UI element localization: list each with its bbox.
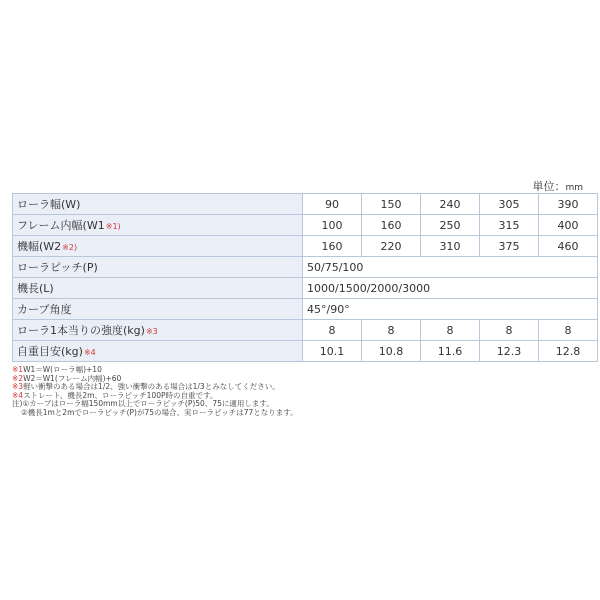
- row-label: カーブ角度: [13, 299, 303, 320]
- table-cell: 310: [421, 236, 480, 257]
- table-cell: 375: [480, 236, 539, 257]
- row-label: 自重目安(kg)※4: [13, 341, 303, 362]
- table-cell: 11.6: [421, 341, 480, 362]
- footnote-line: ※3軽い衝撃のある場合は1/2、強い衝撃のある場合は1/3とみなしてください。: [12, 382, 280, 392]
- row-label: フレーム内幅(W1※1): [13, 215, 303, 236]
- table-cell-span: 1000/1500/2000/3000: [303, 278, 598, 299]
- row-label: ローラ1本当りの強度(kg)※3: [13, 320, 303, 341]
- footnote-line: 注)①カーブはローラ幅150mm以上でローラピッチ(P)50、75に適用します。: [12, 399, 274, 409]
- table-cell: 315: [480, 215, 539, 236]
- table-cell: 90: [303, 194, 362, 215]
- table-cell: 8: [303, 320, 362, 341]
- footnotes: [12, 366, 298, 418]
- row-label: ローラピッチ(P): [13, 257, 303, 278]
- table-cell: 12.8: [539, 341, 598, 362]
- table-row: [13, 236, 598, 257]
- unit-value: mm: [565, 183, 583, 193]
- footnote-line: ※4ストレート、機長2m、ローラピッチ100P時の自重です。: [12, 390, 218, 400]
- table-row: [13, 194, 598, 215]
- table-cell: 150: [362, 194, 421, 215]
- footnote-line: ※1W1＝W(ローラ幅)+10: [12, 365, 102, 374]
- row-label: ローラ幅(W): [13, 194, 303, 215]
- table-row: [13, 299, 598, 320]
- table-cell: 100: [303, 215, 362, 236]
- table-cell: 10.1: [303, 341, 362, 362]
- table-cell: 8: [539, 320, 598, 341]
- table-cell: 250: [421, 215, 480, 236]
- table-row: [13, 320, 598, 341]
- unit-label: [532, 178, 583, 194]
- table-cell-span: 45°/90°: [303, 299, 598, 320]
- spec-table: [12, 193, 598, 362]
- table-cell: 8: [480, 320, 539, 341]
- table-row: [13, 215, 598, 236]
- table-cell: 220: [362, 236, 421, 257]
- table-cell-span: 50/75/100: [303, 257, 598, 278]
- unit-prefix: 単位：: [532, 180, 566, 193]
- table-cell: 400: [539, 215, 598, 236]
- table-cell: 12.3: [480, 341, 539, 362]
- table-cell: 390: [539, 194, 598, 215]
- table-cell: 8: [362, 320, 421, 341]
- table-row: [13, 257, 598, 278]
- table-cell: 305: [480, 194, 539, 215]
- table-cell: 10.8: [362, 341, 421, 362]
- table-row: [13, 341, 598, 362]
- table-row: [13, 278, 598, 299]
- row-label: 機長(L): [13, 278, 303, 299]
- table-cell: 160: [362, 215, 421, 236]
- table-cell: 240: [421, 194, 480, 215]
- table-cell: 160: [303, 236, 362, 257]
- table-cell: 8: [421, 320, 480, 341]
- table-cell: 460: [539, 236, 598, 257]
- row-label: 機幅(W2※2): [13, 236, 303, 257]
- footnote-line: ※2W2＝W1(フレーム内幅)+60: [12, 373, 122, 383]
- footnote-line: ②機長1mと2mでローラピッチ(P)が75の場合、実ローラピッチは77となります。: [21, 407, 298, 417]
